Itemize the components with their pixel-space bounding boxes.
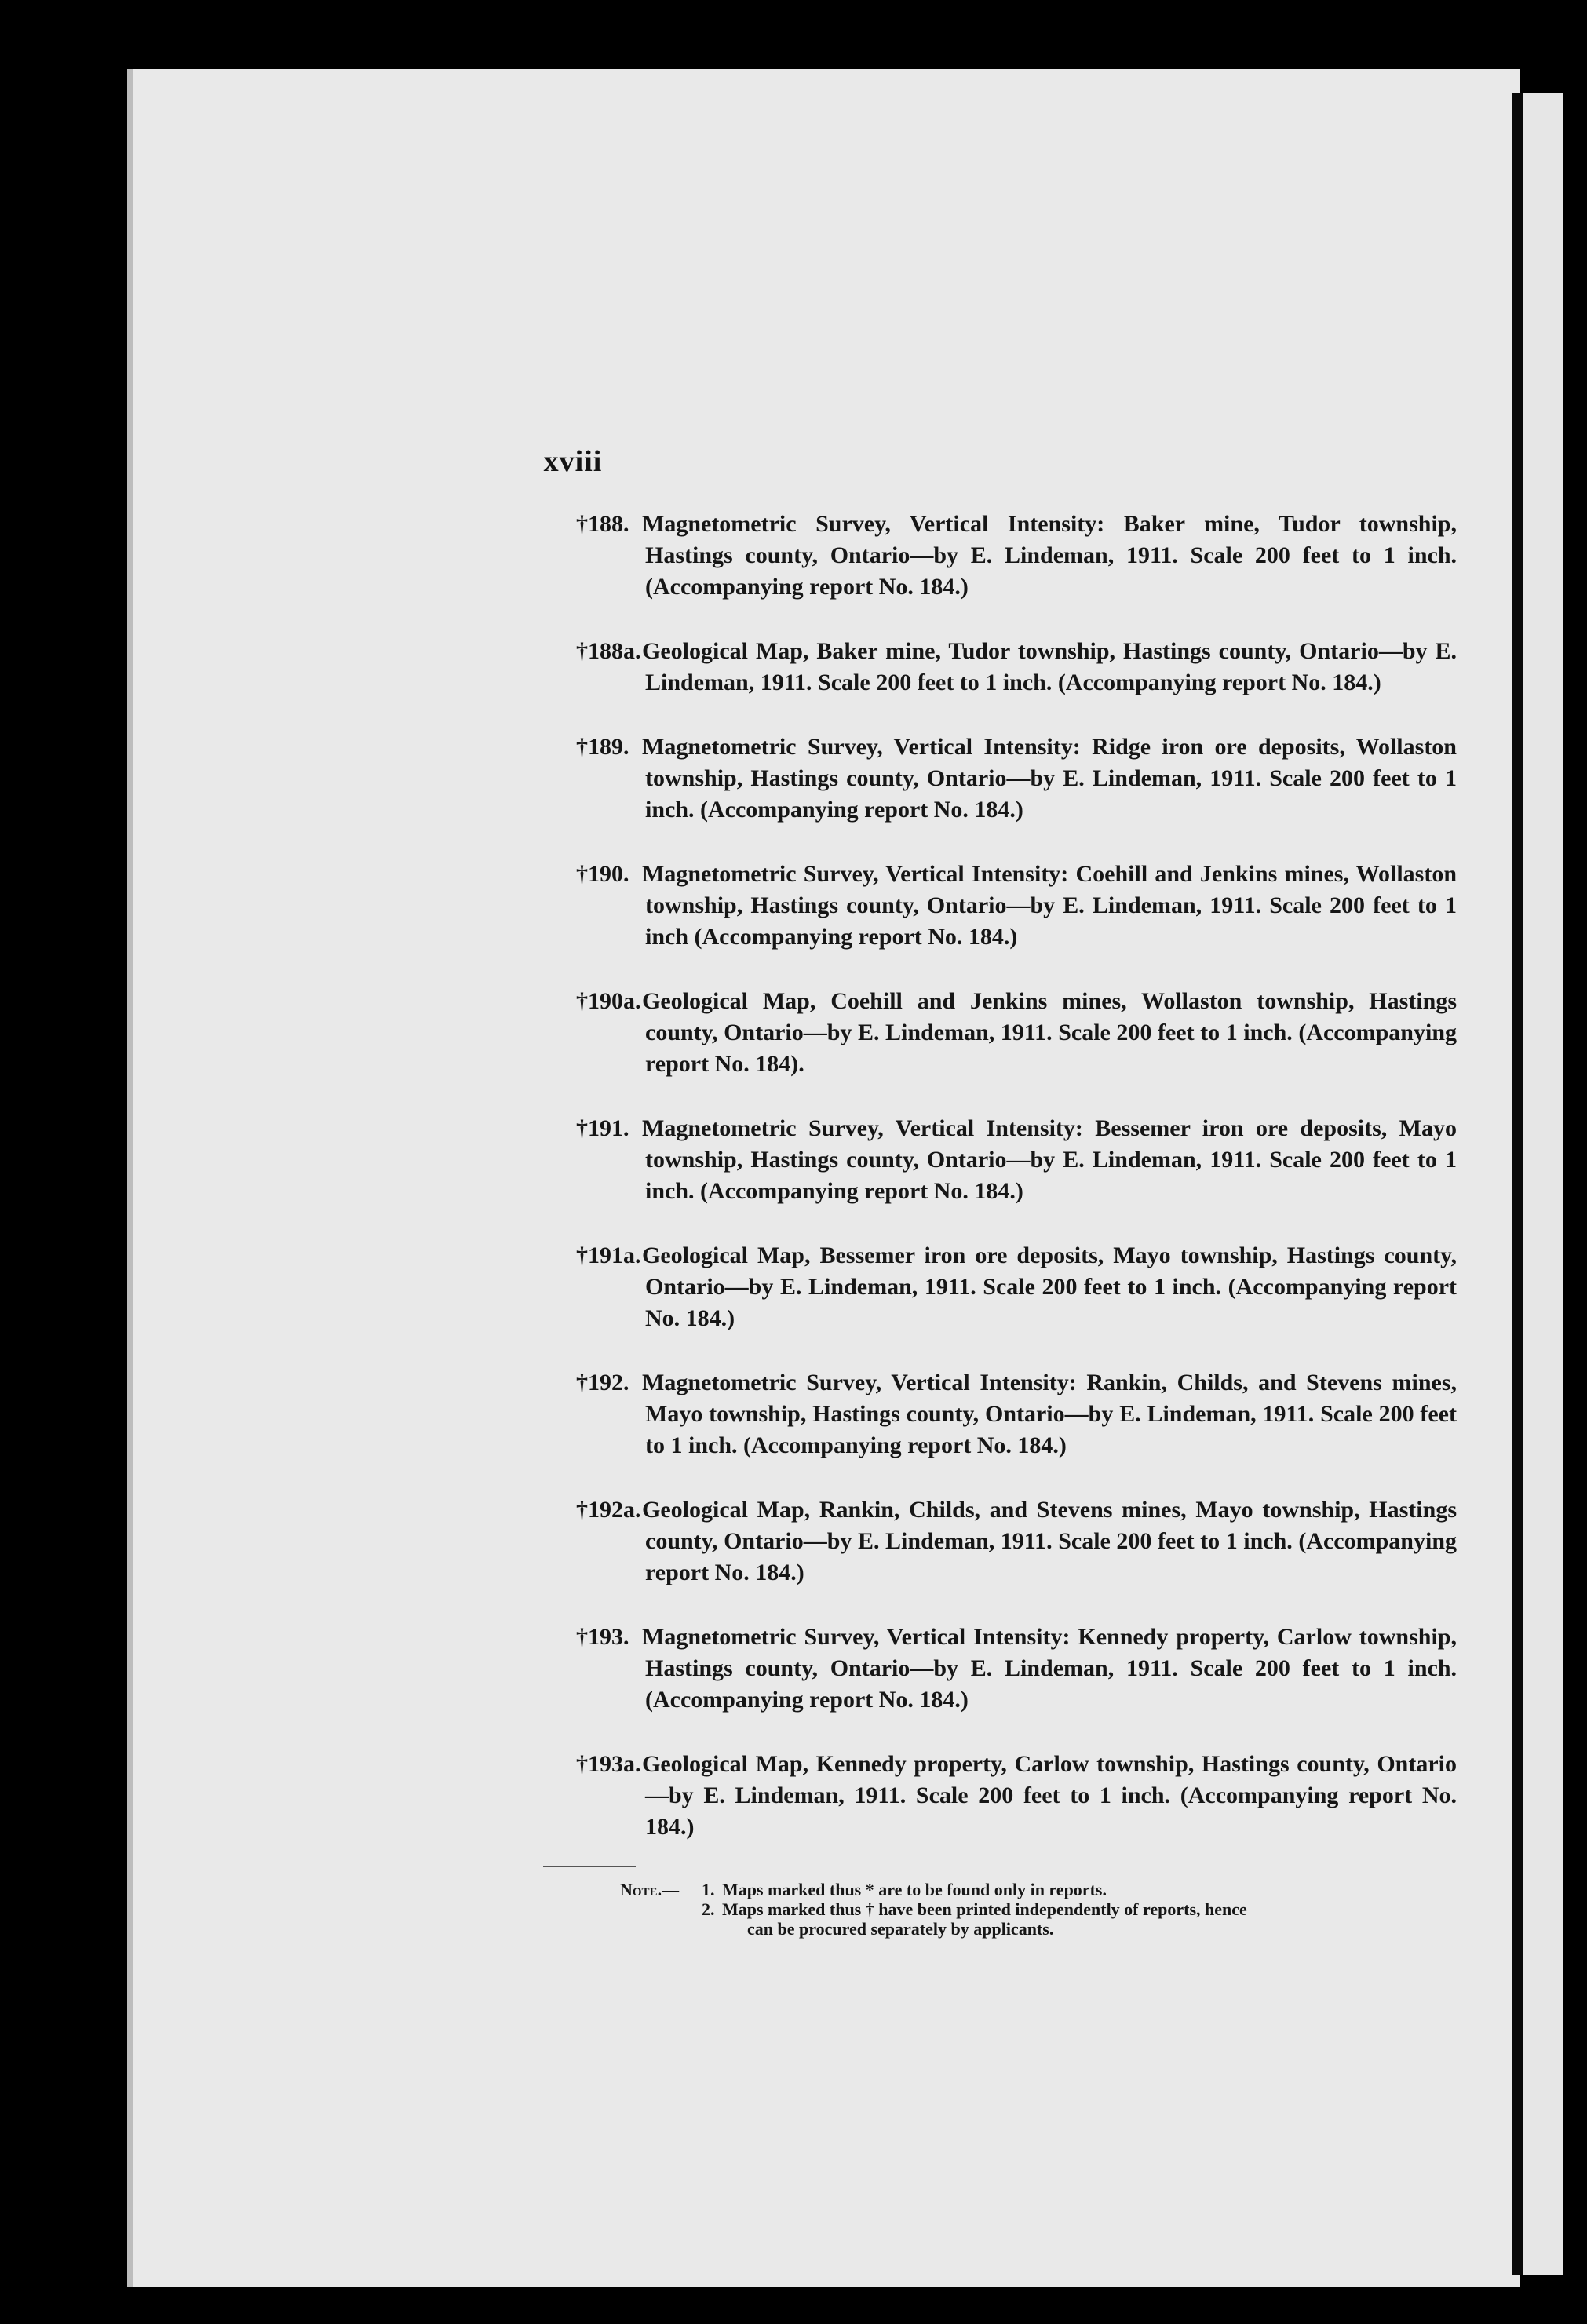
entry-number: †188a. <box>576 638 641 664</box>
list-item <box>557 986 1457 1080</box>
entry-number: †190a. <box>576 988 641 1014</box>
entry-text: Geological Map, Kennedy property, Carlow township, Hastings county, Ontario—by E. Lindeman, 1911. Scale 200 feet to 1 inch. (Accompanying report No. 184.) <box>642 1751 1457 1840</box>
footnote-line <box>620 1899 1449 1919</box>
map-list <box>557 509 1457 1876</box>
list-item <box>557 636 1457 699</box>
list-item <box>557 1367 1457 1461</box>
entry-text: Geological Map, Rankin, Childs, and Stevens mines, Mayo township, Hastings county, Ontario—by E. Lindeman, 1911. Scale 200 feet to 1 inch. (Accompanying report No. 184.) <box>642 1497 1457 1585</box>
entry-number: †190. <box>576 861 629 887</box>
entry-number: †191a. <box>576 1242 641 1268</box>
entry-text: Magnetometric Survey, Vertical Intensity: Kennedy property, Carlow township, Hastings county, Ontario—by E. Lindeman, 1911. Scale 200 feet to 1 inch. (Accompanying report No. 184.) <box>642 1624 1457 1713</box>
footnote-text: Maps marked thus † have been printed independently of reports, hence <box>722 1899 1247 1919</box>
footnote-number: 1. <box>702 1880 715 1899</box>
right-page-edge <box>1512 93 1563 2275</box>
list-item <box>557 1240 1457 1334</box>
entry-text: Magnetometric Survey, Vertical Intensity: Ridge iron ore deposits, Wollaston township, Hastings county, Ontario—by E. Lindeman, 1911. Scale 200 feet to 1 inch. (Accompanying report No. 184.) <box>642 734 1457 823</box>
footnote-divider <box>543 1866 636 1867</box>
list-item <box>557 1494 1457 1589</box>
footnote-continuation: can be procured separately by applicants. <box>747 1919 1054 1939</box>
list-item <box>557 1622 1457 1716</box>
list-item <box>557 859 1457 953</box>
footnote-label: Note.— <box>620 1880 680 1899</box>
entry-text: Magnetometric Survey, Vertical Intensity: Baker mine, Tudor township, Hastings county, Ontario—by E. Lindeman, 1911. Scale 200 feet to 1 inch. (Accompanying report No. 184.) <box>642 511 1457 600</box>
entry-text: Magnetometric Survey, Vertical Intensity: Coehill and Jenkins mines, Wollaston township, Hastings county, Ontario—by E. Lindeman, 1911. Scale 200 feet to 1 inch (Accompanying report No. 184.) <box>642 861 1457 950</box>
entry-number: †192a. <box>576 1497 641 1523</box>
entry-text: Magnetometric Survey, Vertical Intensity: Rankin, Childs, and Stevens mines, Mayo township, Hastings county, Ontario—by E. Lindeman, 1911. Scale 200 feet to 1 inch. (Accompanying report No. 184.) <box>642 1370 1457 1458</box>
entry-number: †188. <box>576 511 629 537</box>
list-item <box>557 731 1457 826</box>
entry-number: †191. <box>576 1115 629 1141</box>
footnote-line <box>620 1880 1449 1899</box>
footnote-number: 2. <box>702 1899 715 1919</box>
footnote-text: Maps marked thus * are to be found only in reports. <box>722 1880 1107 1899</box>
list-item <box>557 509 1457 603</box>
entry-number: †189. <box>576 734 629 760</box>
entry-text: Geological Map, Coehill and Jenkins mines, Wollaston township, Hastings county, Ontario—by E. Lindeman, 1911. Scale 200 feet to 1 inch. (Accompanying report No. 184). <box>642 988 1457 1077</box>
entry-text: Geological Map, Baker mine, Tudor township, Hastings county, Ontario—by E. Lindeman, 1911. Scale 200 feet to 1 inch. (Accompanying report No. 184.) <box>642 638 1457 695</box>
entry-number: †192. <box>576 1370 629 1395</box>
entry-number: †193a. <box>576 1751 641 1777</box>
entry-text: Magnetometric Survey, Vertical Intensity: Bessemer iron ore deposits, Mayo township, Hastings county, Ontario—by E. Lindeman, 1911. Scale 200 feet to 1 inch. (Accompanying report No. 184.) <box>642 1115 1457 1204</box>
page-number: xviii <box>543 445 603 478</box>
list-item <box>557 1749 1457 1843</box>
footnote <box>620 1880 1449 1939</box>
left-page <box>127 69 1520 2287</box>
list-item <box>557 1113 1457 1207</box>
entry-text: Geological Map, Bessemer iron ore deposits, Mayo township, Hastings county, Ontario—by E. Lindeman, 1911. Scale 200 feet to 1 inch. (Accompanying report No. 184.) <box>642 1242 1457 1331</box>
entry-number: †193. <box>576 1624 629 1650</box>
